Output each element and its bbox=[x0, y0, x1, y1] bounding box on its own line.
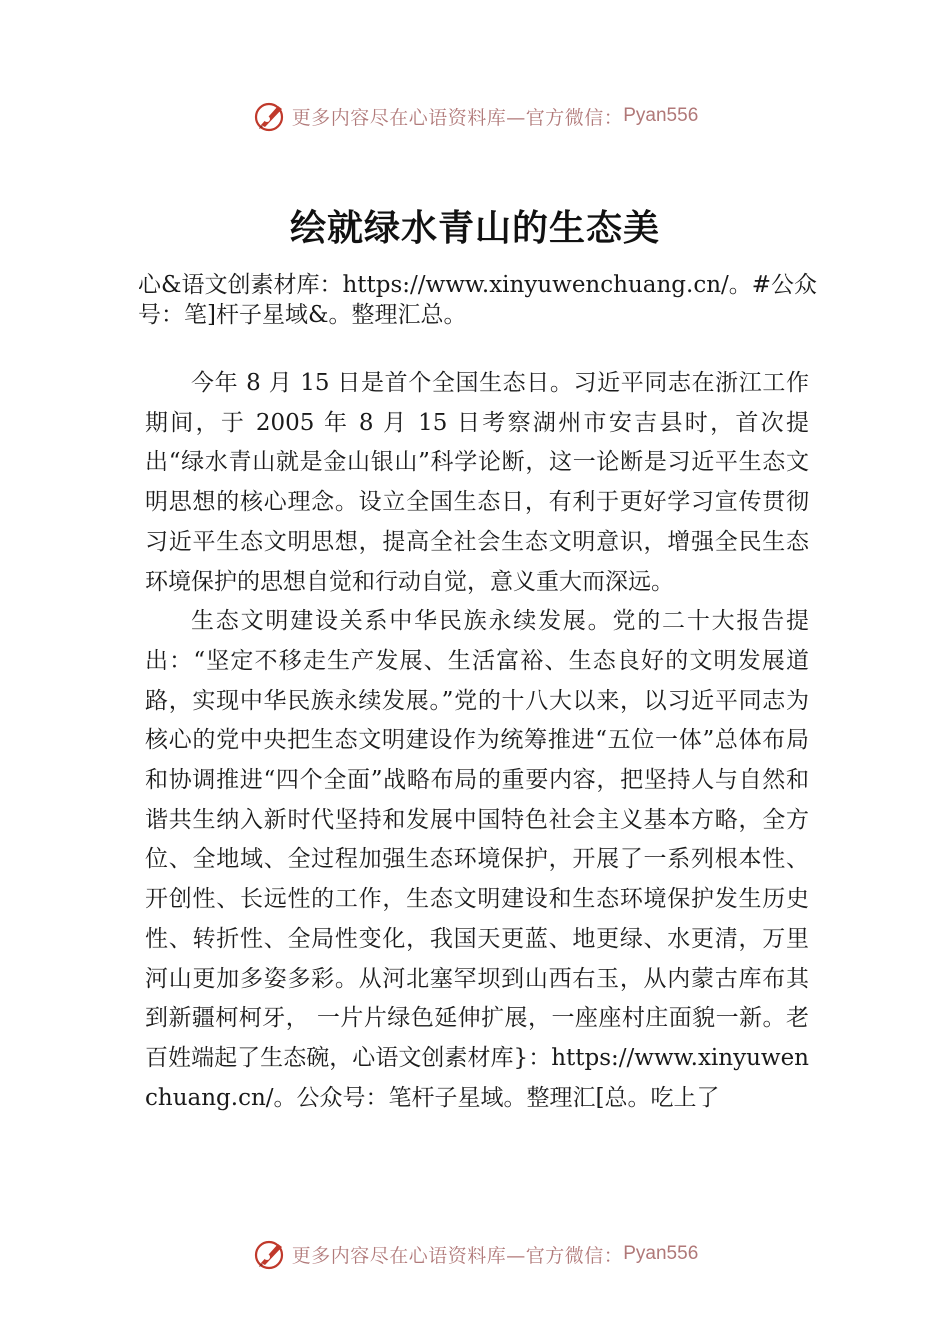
paragraph-2: 生态文明建设关系中华民族永续发展。党的二十大报告提出：“坚定不移走生产发展、生活富裕、生态良好的文明发展道路，实现中华民族永续发展。”党的十八大以来，以习近平同志为核心的党中央把生态文明建设作为统筹推进“五位一体”总体布局和协调推进“四个全面”战略布局的重要内容，把坚持人与自然和谐共生纳入新时代坚持和发展中国特色社会主义基本方略，全方位、全地域、全过程加强生态环境保护，开展了一系列根本性、开创性、长远性的工作，生态文明建设和生态环境保护发生历史性、转折性、全局性变化，我国天更蓝、地更绿、水更清，万里河山更加多姿多彩。从河北塞罕坝到山西右玉，从内蒙古库布其到新疆柯柯牙， 一片片绿色延伸扩展，一座座村庄面貌一新。老百姓端起了生态碗，心语文创素材库}：https://www.xinyuwenchuang.cn/。公众号：笔杆子星域。整理汇[总。吃上了 bbox=[145, 608, 809, 1111]
banner-text: 更多内容尽在心语资料库—官方微信： bbox=[291, 106, 624, 129]
footer-banner bbox=[0, 1234, 950, 1274]
banner-text: 更多内容尽在心语资料库—官方微信： bbox=[291, 1244, 624, 1267]
banner-handle: Pyan556 bbox=[623, 105, 699, 126]
document-title: 绘就绿水青山的生态美 bbox=[289, 207, 660, 249]
source-line: 心&语文创素材库：https://www.xinyuwenchuang.cn/。#公众号：笔]杆子星域&。整理汇总。 bbox=[138, 272, 818, 328]
header-banner bbox=[0, 96, 950, 136]
pen-logo-icon bbox=[252, 98, 288, 134]
document-body bbox=[145, 364, 809, 1118]
paragraph-1: 今年 8 月 15 日是首个全国生态日。习近平同志在浙江工作期间，于 2005 年 8 月 15 日考察湖州市安吉县时，首次提出“绿水青山就是金山银山”科学论断，这一论断是习近平生态文明思想的核心理念。设立全国生态日，有利于更好学习宣传贯彻习近平生态文明思想，提高全社会生态文明意识，增强全民生态环境保护的思想自觉和行动自觉，意义重大而深远。 bbox=[145, 370, 809, 595]
banner-handle: Pyan556 bbox=[623, 1243, 699, 1264]
pen-logo-icon bbox=[252, 1236, 288, 1272]
